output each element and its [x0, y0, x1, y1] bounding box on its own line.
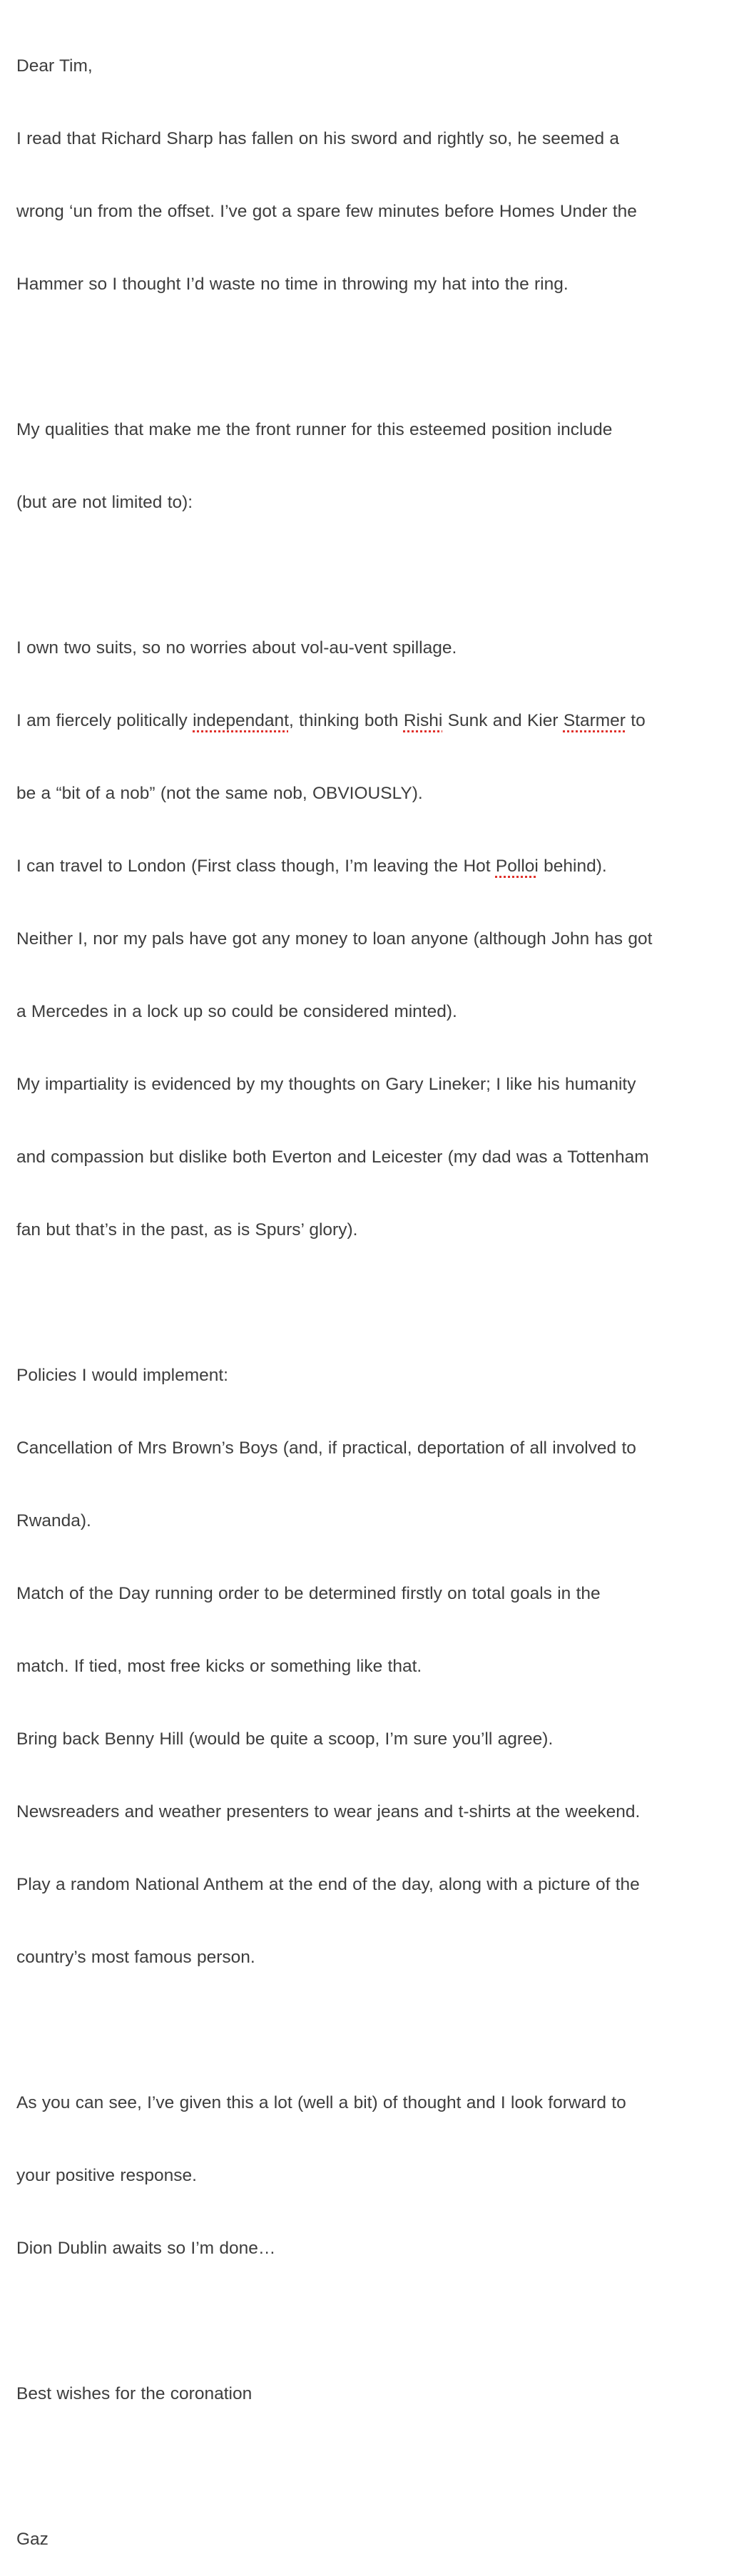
- text-run: to: [625, 711, 646, 730]
- policies-heading: Policies I would implement:: [16, 1366, 228, 1385]
- paragraph-line: I read that Richard Sharp has fallen on his sword and rightly so, he seemed a: [16, 129, 620, 148]
- closing-line: As you can see, I’ve given this a lot (well a bit) of thought and I look forward to: [16, 2093, 626, 2112]
- blank-line: [16, 2455, 739, 2479]
- misspelled-word[interactable]: Starmer: [563, 711, 626, 730]
- text-run: I can travel to London (First class though, I’m leaving the Hot: [16, 857, 496, 876]
- policy-line: Bring back Benny Hill (would be quite a scoop, I’m sure you’ll agree).: [16, 1729, 554, 1749]
- qualities-line: a Mercedes in a lock up so could be considered minted).: [16, 1002, 457, 1021]
- qualities-line: be a “bit of a nob” (not the same nob, OBVIOUSLY).: [16, 784, 423, 803]
- blank-line: [16, 1291, 739, 1315]
- qualities-line: Neither I, nor my pals have got any money to loan anyone (although John has got: [16, 929, 653, 949]
- misspelled-word[interactable]: independant: [193, 711, 289, 730]
- signature-line: Gaz: [16, 2530, 49, 2549]
- wishes-line: Best wishes for the coronation: [16, 2384, 253, 2403]
- text-run: Sunk and Kier: [442, 711, 564, 730]
- qualities-line: I own two suits, so no worries about vol-au-vent spillage.: [16, 638, 457, 658]
- text-run: behind).: [538, 857, 607, 876]
- blank-line: [16, 2018, 739, 2043]
- policy-line: Match of the Day running order to be determined firstly on total goals in the: [16, 1584, 601, 1603]
- paragraph-line: (but are not limited to):: [16, 493, 193, 512]
- closing-line: your positive response.: [16, 2166, 197, 2185]
- text-run: I am fiercely politically: [16, 711, 193, 730]
- blank-line: [16, 2309, 739, 2334]
- qualities-line: and compassion but dislike both Everton and Leicester (my dad was a Tottenham: [16, 1148, 649, 1167]
- qualities-line: fan but that’s in the past, as is Spurs’ glory).: [16, 1220, 358, 1240]
- policy-line: match. If tied, most free kicks or something like that.: [16, 1657, 422, 1676]
- paragraph-line: Hammer so I thought I’d waste no time in throwing my hat into the ring.: [16, 275, 569, 294]
- policy-line: country’s most famous person.: [16, 1948, 255, 1967]
- text-run: , thinking both: [288, 711, 404, 730]
- paragraph-line: wrong ‘un from the offset. I’ve got a spare few minutes before Homes Under the: [16, 202, 637, 221]
- qualities-line: [16, 854, 739, 879]
- blank-line: [16, 563, 739, 588]
- policy-line: Rwanda).: [16, 1511, 91, 1530]
- qualities-line: My impartiality is evidenced by my thoughts on Gary Lineker; I like his humanity: [16, 1075, 636, 1094]
- misspelled-word[interactable]: Polloi: [495, 857, 539, 876]
- blank-line: [16, 345, 739, 369]
- greeting-line: Dear Tim,: [16, 56, 93, 76]
- qualities-line: [16, 709, 739, 733]
- policy-line: Cancellation of Mrs Brown’s Boys (and, if practical, deportation of all involved to: [16, 1438, 636, 1458]
- paragraph-line: My qualities that make me the front runner for this esteemed position include: [16, 420, 613, 439]
- misspelled-word[interactable]: Rishi: [403, 711, 443, 730]
- closing-line: Dion Dublin awaits so I’m done…: [16, 2239, 276, 2258]
- policy-line: Newsreaders and weather presenters to wear jeans and t-shirts at the weekend.: [16, 1802, 641, 1821]
- policy-line: Play a random National Anthem at the end of the day, along with a picture of the: [16, 1875, 640, 1894]
